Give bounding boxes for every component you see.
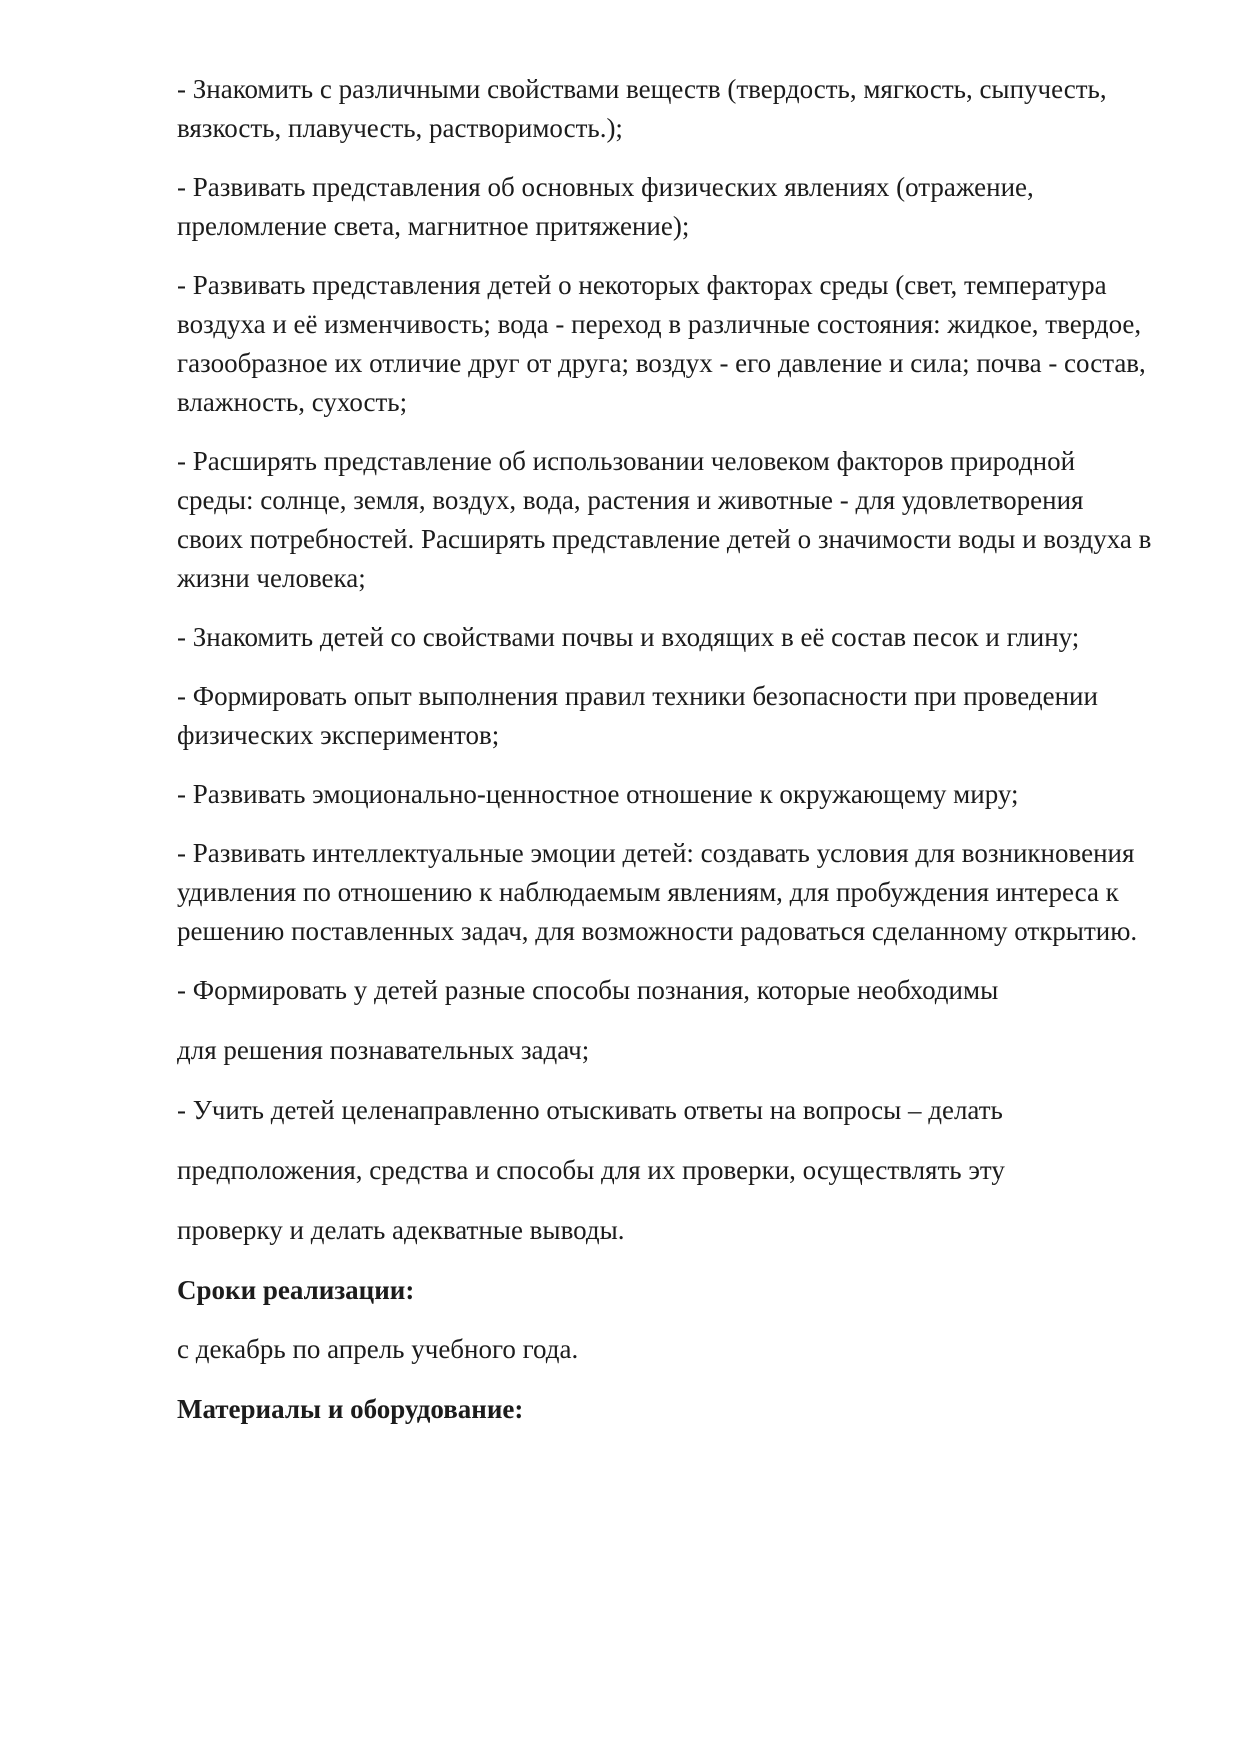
paragraph-safety-rules: - Формировать опыт выполнения правил техники безопасности при проведении физических экспериментов; — [177, 681, 1098, 750]
paragraph-cognition-methods-line-1: - Формировать у детей разные способы познания, которые необходимы — [177, 975, 999, 1005]
paragraph-search-answers-line-3: проверку и делать адекватные выводы. — [177, 1215, 625, 1245]
paragraph-soil-properties: - Знакомить детей со свойствами почвы и входящих в её состав песок и глину; — [177, 622, 1080, 652]
document-body — [177, 70, 1152, 1449]
implementation-period-text: с декабрь по апрель учебного года. — [177, 1334, 579, 1364]
paragraph-search-answers-line-2: предположения, средства и способы для их проверки, осуществлять эту — [177, 1155, 1005, 1185]
paragraph-emotional-attitude: - Развивать эмоционально-ценностное отношение к окружающему миру; — [177, 779, 1019, 809]
paragraph-cognition-methods-line-2: для решения познавательных задач; — [177, 1035, 590, 1065]
paragraph-natural-environment-use: - Расширять представление об использовании человеком факторов природной среды: солнце, земля, воздух, вода, растения и животные - для удовлетворения своих потребностей. Расширять представление детей о значимости воды и воздуха в жизни человека; — [177, 446, 1152, 593]
paragraph-search-answers-line-1: - Учить детей целенаправленно отыскивать ответы на вопросы – делать — [177, 1095, 1003, 1125]
paragraph-substance-properties: - Знакомить с различными свойствами веществ (твердость, мягкость, сыпучесть, вязкость, плавучесть, растворимость.); — [177, 74, 1107, 143]
paragraph-environment-factors: - Развивать представления детей о некоторых факторах среды (свет, температура воздуха и её изменчивость; вода - переход в различные состояния: жидкое, твердое, газообразное их отличие друг от друга; воздух - его давление и сила; почва - состав, влажность, сухость; — [177, 270, 1146, 417]
paragraph-intellectual-emotions: - Развивать интеллектуальные эмоции детей: создавать условия для возникновения удивления по отношению к наблюдаемым явлениям, для пробуждения интереса к решению поставленных задач, для возможности радоваться сделанному открытию. — [177, 838, 1138, 946]
section-heading-implementation-period: Сроки реализации: — [177, 1275, 415, 1305]
paragraph-physical-phenomena: - Развивать представления об основных физических явлениях (отражение, преломление света, магнитное притяжение); — [177, 172, 1034, 241]
section-heading-materials: Материалы и оборудование: — [177, 1394, 524, 1424]
